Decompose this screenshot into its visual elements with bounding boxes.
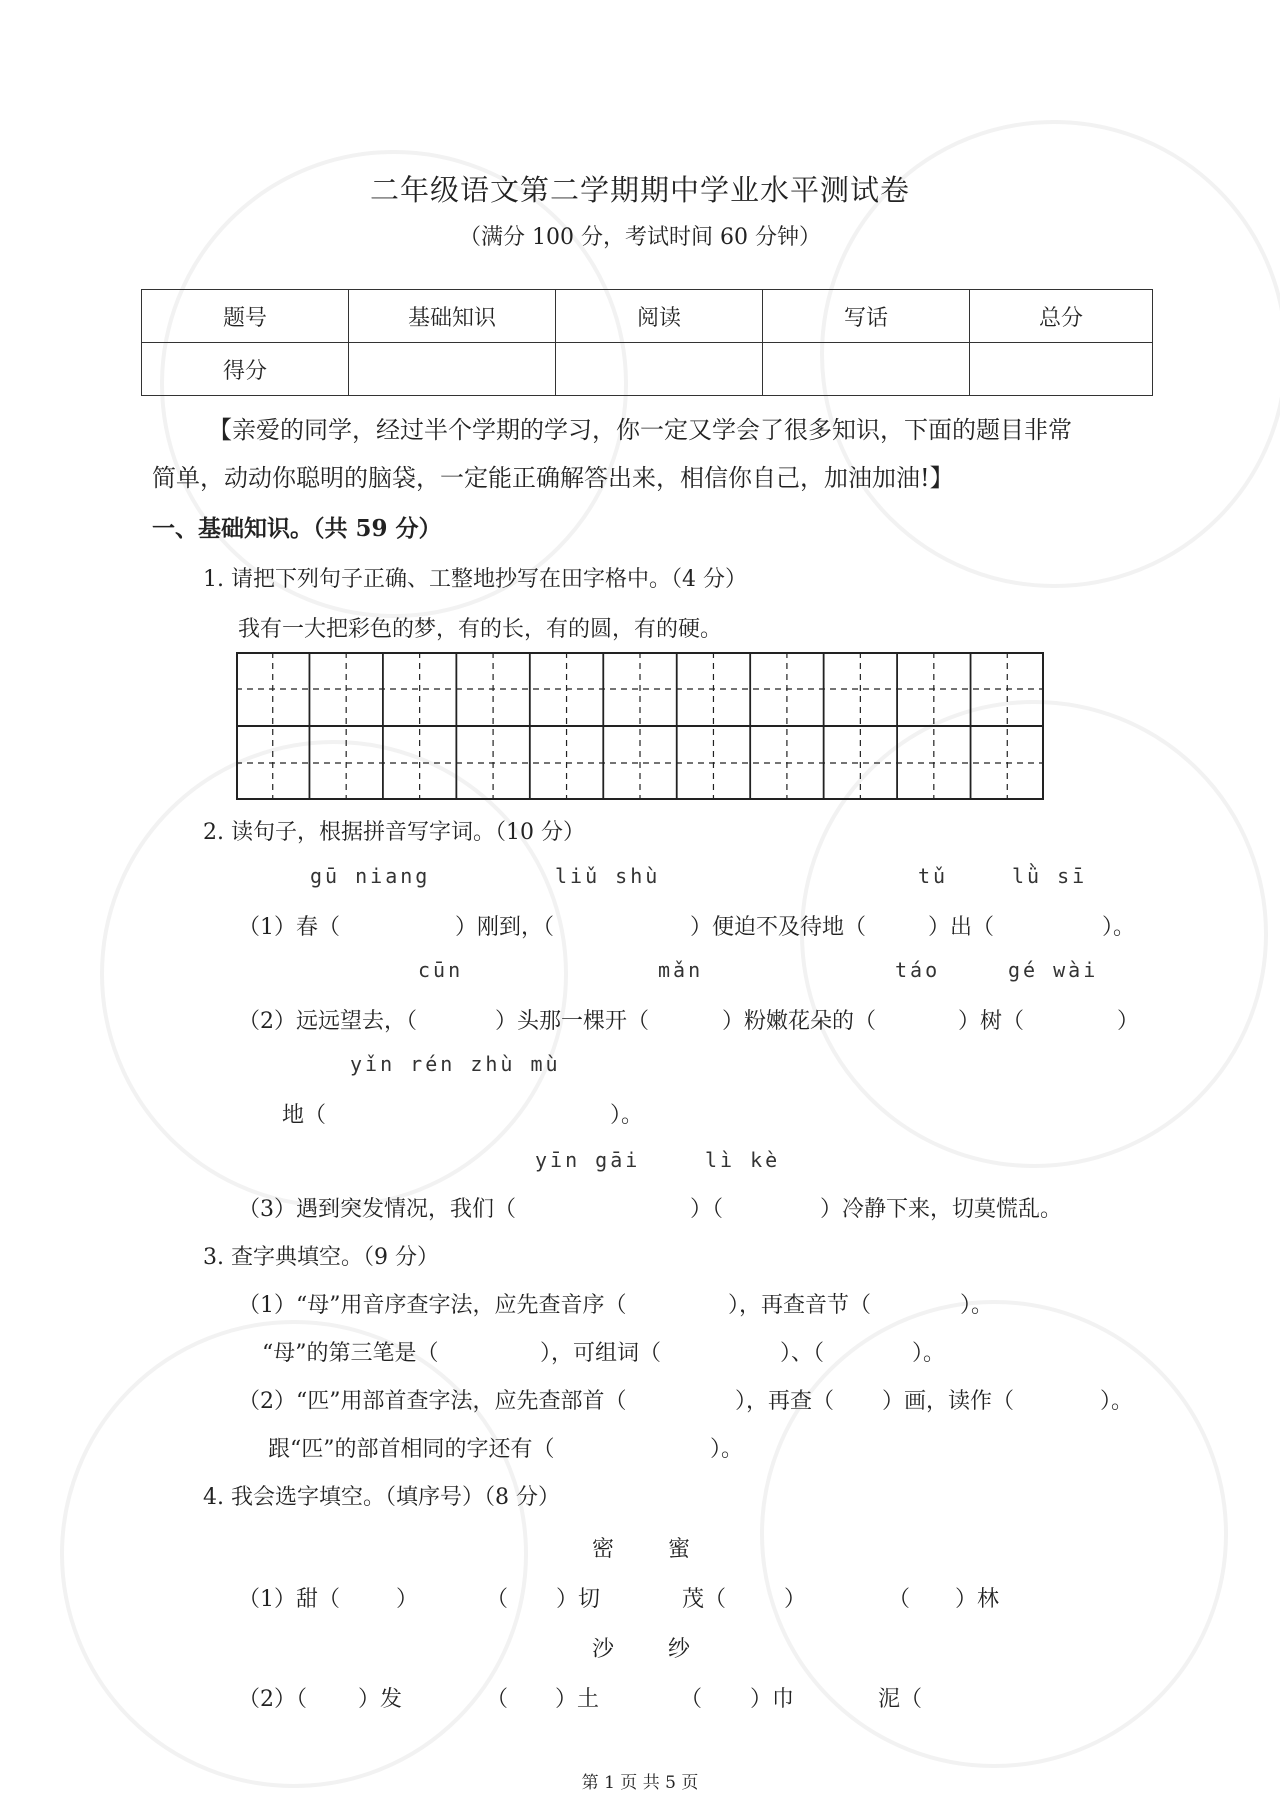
question-prompt: 3. 查字典填空。（9 分）	[203, 1245, 439, 1270]
question-prompt: 1. 请把下列句子正确、工整地抄写在田字格中。（4 分）	[203, 567, 747, 592]
page-title: 二年级语文第二学期期中学业水平测试卷	[369, 173, 910, 207]
score-cell[interactable]	[763, 343, 970, 396]
sentence-part: （1）“母”用音序查字法，应先查音序（	[238, 1293, 627, 1318]
sentence-part: 地（	[282, 1103, 327, 1128]
score-cell[interactable]	[556, 343, 763, 396]
table-header-cell: 总分	[970, 290, 1153, 343]
sentence-part: ）刚到，（	[455, 915, 555, 940]
sentence-part: ）粉嫩花朵的（	[722, 1009, 877, 1034]
sentence-part: （2）远远望去，（	[238, 1009, 417, 1034]
sentence-part: ）巾	[750, 1687, 795, 1712]
sentence-part: ），再查（	[735, 1389, 835, 1414]
sentence-part: ）冷静下来，切莫慌乱。	[820, 1197, 1063, 1222]
sentence-part: （	[486, 1687, 509, 1712]
sentence-part: ），再查音节（	[728, 1293, 872, 1318]
sentence-part: ）	[396, 1587, 419, 1612]
choice-char: 蜜	[668, 1537, 691, 1562]
sentence-part: “母”的第三笔是（	[262, 1341, 439, 1366]
sentence-part: （	[680, 1687, 703, 1712]
sentence-part: ）。	[960, 1293, 994, 1318]
pinyin: liǔ shù	[555, 864, 661, 888]
table-header-cell: 基础知识	[349, 290, 556, 343]
table-header-cell: 阅读	[556, 290, 763, 343]
choice-char: 密	[592, 1537, 615, 1562]
sentence-part: ）树（	[958, 1009, 1025, 1034]
pinyin: táo	[895, 958, 941, 982]
pinyin: cūn	[418, 958, 464, 982]
choice-char: 纱	[668, 1637, 691, 1662]
sentence-part: ），可组词（	[540, 1341, 662, 1366]
sentence-part: ）。	[912, 1341, 946, 1366]
sentence-part: ）	[1117, 1009, 1140, 1034]
sentence-part: （3）遇到突发情况，我们（	[238, 1197, 516, 1222]
table-row	[142, 343, 1153, 396]
sentence-part: 茂（	[682, 1587, 727, 1612]
sentence-part: ）	[784, 1587, 807, 1612]
sentence-part: ）林	[955, 1587, 1000, 1612]
sentence-part: （2）“匹”用部首查字法，应先查部首（	[238, 1389, 627, 1414]
sentence-part: ）发	[358, 1687, 403, 1712]
sentence-part: 跟“匹”的部首相同的字还有（	[268, 1437, 555, 1462]
watermark-circle	[760, 1300, 1228, 1768]
intro-line: 简单，动动你聪明的脑袋，一定能正确解答出来，相信你自己，加油加油!】	[152, 464, 954, 492]
copy-sentence: 我有一大把彩色的梦，有的长，有的圆，有的硬。	[238, 617, 723, 642]
sentence-part: ）便迫不及待地（	[690, 915, 867, 940]
sentence-part: ）土	[555, 1687, 600, 1712]
sentence-part: ）画，读作（	[882, 1389, 1015, 1414]
sentence-part: （1）甜（	[238, 1587, 340, 1612]
sentence-part: ）。	[610, 1103, 644, 1128]
sentence-part: ）。	[710, 1437, 744, 1462]
table-row-label: 得分	[142, 343, 349, 396]
table-header-cell: 题号	[142, 290, 349, 343]
pinyin: gū niang	[310, 864, 431, 888]
pinyin: mǎn	[658, 958, 704, 982]
page-subtitle: （满分 100 分，考试时间 60 分钟）	[459, 225, 821, 250]
sentence-part: ）。	[1102, 915, 1136, 940]
score-cell[interactable]	[349, 343, 556, 396]
tianzige-grid[interactable]	[236, 652, 1044, 800]
sentence-part: ）、（	[780, 1341, 825, 1366]
score-table	[141, 289, 1153, 396]
sentence-part: （	[888, 1587, 911, 1612]
pinyin: lì kè	[705, 1148, 781, 1172]
sentence-part: ）头那一棵开（	[495, 1009, 650, 1034]
pinyin: gé wài	[1008, 958, 1099, 982]
score-cell[interactable]	[970, 343, 1153, 396]
sentence-part: 泥（	[878, 1687, 923, 1712]
table-header-cell: 写话	[763, 290, 970, 343]
sentence-part: （1）春（	[238, 915, 340, 940]
page-number: 第 1 页 共 5 页	[581, 1773, 699, 1793]
sentence-part: （2）（	[238, 1687, 307, 1712]
pinyin: yǐn rén zhù mù	[350, 1052, 561, 1076]
pinyin: tǔ	[918, 864, 949, 888]
section-title: 一、基础知识。（共 59 分）	[152, 515, 442, 542]
intro-line: 【亲爱的同学，经过半个学期的学习，你一定又学会了很多知识，下面的题目非常	[208, 416, 1072, 444]
choice-char: 沙	[592, 1637, 615, 1662]
pinyin: yīn gāi	[535, 1148, 641, 1172]
sentence-part: ）。	[1100, 1389, 1134, 1414]
pinyin: lǜ sī	[1012, 864, 1088, 888]
sentence-part: （	[486, 1587, 509, 1612]
sentence-part: ）（	[690, 1197, 724, 1222]
question-prompt: 2. 读句子，根据拼音写字词。（10 分）	[203, 820, 585, 845]
table-row	[142, 290, 1153, 343]
sentence-part: ）出（	[928, 915, 995, 940]
question-prompt: 4. 我会选字填空。（填序号）（8 分）	[203, 1485, 560, 1510]
watermark-circle	[100, 740, 568, 1208]
sentence-part: ）切	[556, 1587, 601, 1612]
